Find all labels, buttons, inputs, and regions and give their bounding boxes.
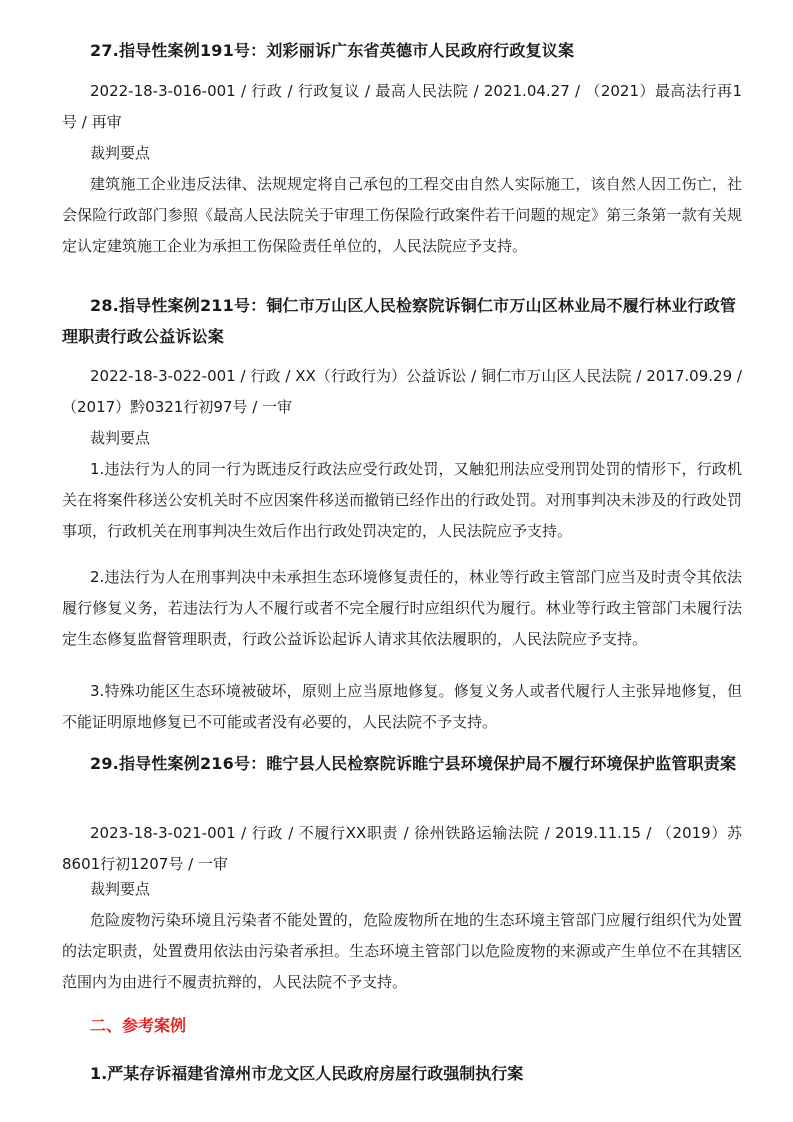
- section-heading: 二、参考案例: [90, 1016, 187, 1035]
- case-28-title: 28.指导性案例211号：铜仁市万山区人民检察院诉铜仁市万山区林业局不履行林业行政管理职责行政公益诉讼案: [62, 296, 737, 346]
- case-27-paragraph-1: 建筑施工企业违反法律、法规规定将自己承包的工程交由自然人实际施工，该自然人因工伤亡，社会保险行政部门参照《最高人民法院关于审理工伤保险行政案件若干问题的规定》第三条第一款有关规定认定建筑施工企业为承担工伤保险责任单位的，人民法院应予支持。: [62, 175, 742, 255]
- case-29-meta: 2023-18-3-021-001 / 行政 / 不履行XX职责 / 徐州铁路运输法院 / 2019.11.15 / （2019）苏8601行初1207号 / 一审: [62, 824, 742, 873]
- case-29-label: 裁判要点: [90, 880, 151, 898]
- case-27-label: 裁判要点: [90, 144, 151, 162]
- case-28-paragraph-2: 2.违法行为人在刑事判决中未承担生态环境修复责任的，林业等行政主管部门应当及时责令其依法履行修复义务，若违法行为人不履行或者不完全履行时应组织代为履行。林业等行政主管部门未履行法定生态修复监督管理职责，行政公益诉讼起诉人请求其依法履职的，人民法院应予支持。: [62, 568, 742, 648]
- case-28-paragraph-3: 3.特殊功能区生态环境被破坏，原则上应当原地修复。修复义务人或者代履行人主张异地修复，但不能证明原地修复已不可能或者没有必要的，人民法院不予支持。: [62, 682, 742, 731]
- reference-case-title: 1.严某存诉福建省漳州市龙文区人民政府房屋行政强制执行案: [90, 1064, 524, 1083]
- case-28-paragraph-1: 1.违法行为人的同一行为既违反行政法应受行政处罚，又触犯刑法应受刑罚处罚的情形下，行政机关在将案件移送公安机关时不应因案件移送而撤销已经作出的行政处罚。对刑事判决未涉及的行政处罚事项，行政机关在刑事判决生效后作出行政处罚决定的，人民法院应予支持。: [62, 460, 742, 540]
- case-29-paragraph-1: 危险废物污染环境且污染者不能处置的，危险废物所在地的生态环境主管部门应履行组织代为处置的法定职责，处置费用依法由污染者承担。生态环境主管部门以危险废物的来源或产生单位不在其辖区范围内为由进行不履责抗辩的，人民法院不予支持。: [62, 911, 742, 991]
- case-28-meta: 2022-18-3-022-001 / 行政 / XX（行政行为）公益诉讼 / 铜仁市万山区人民法院 / 2017.09.29 / （2017）黔0321行初97号 / 一审: [62, 367, 742, 416]
- case-29-title: 29.指导性案例216号：睢宁县人民检察院诉睢宁县环境保护局不履行环境保护监管职责案: [90, 754, 737, 773]
- case-27-title: 27.指导性案例191号：刘彩丽诉广东省英德市人民政府行政复议案: [90, 41, 575, 60]
- case-27-meta: 2022-18-3-016-001 / 行政 / 行政复议 / 最高人民法院 / 2021.04.27 / （2021）最高法行再1号 / 再审: [62, 82, 742, 131]
- case-28-label: 裁判要点: [90, 429, 151, 447]
